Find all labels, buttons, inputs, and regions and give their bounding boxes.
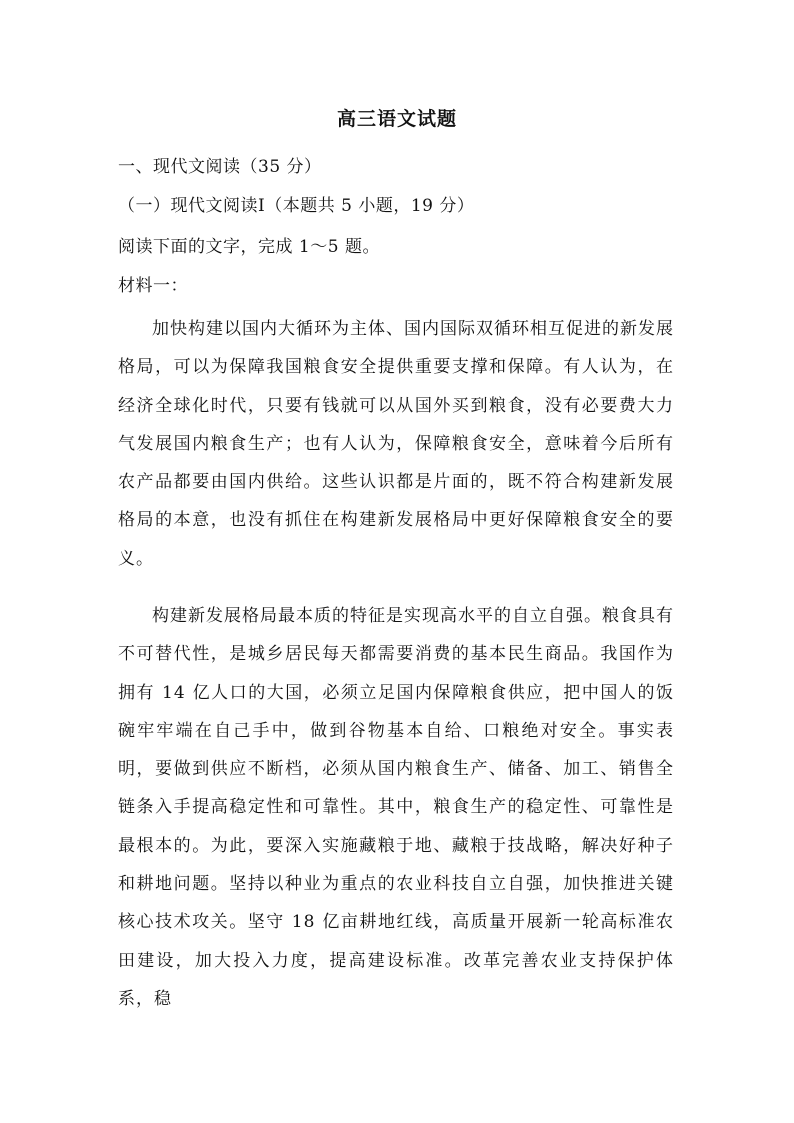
material-label: 材料一： (118, 276, 188, 296)
paragraph-2: 构建新发展格局最本质的特征是实现高水平的自立自强。粮食具有不可替代性，是城乡居民每天都需要消费的基本民生商品。我国作为拥有 14 亿人口的大国，必须立足国内保障粮食供应，把中国人的饭碗牢牢端在自己手中，做到谷物基本自给、口粮绝对安全。事实表明，要做到供应不断档，必须从国内粮食生产、储备、加工、销售全链条入手提高稳定性和可靠性。其中，粮食生产的稳定性、可靠性是最根本的。为此，要深入实施藏粮于地、藏粮于技战略，解决好种子和耕地问题。坚持以种业为重点的农业科技自立自强，加快推进关键核心技术攻关。坚守 18 亿亩耕地红线，高质量开展新一轮高标准农田建设，加大投入力度，提高建设标准。改革完善农业支持保护体系，稳 (118, 606, 674, 1009)
subsection-heading: （一）现代文阅读Ⅰ（本题共 5 小题，19 分） (118, 196, 475, 216)
page-title: 高三语文试题 (336, 108, 457, 130)
section-heading: 一、现代文阅读（35 分） (118, 157, 322, 177)
instruction-text: 阅读下面的文字，完成 1～5 题。 (118, 237, 380, 257)
paragraph-1: 加快构建以国内大循环为主体、国内国际双循环相互促进的新发展格局，可以为保障我国粮食安全提供重要支撑和保障。有人认为，在经济全球化时代，只要有钱就可以从国外买到粮食，没有必要费大力气发展国内粮食生产；也有人认为，保障粮食安全，意味着今后所有农产品都要由国内供给。这些认识都是片面的，既不符合构建新发展格局的本意，也没有抓住在构建新发展格局中更好保障粮食安全的要义。 (118, 319, 674, 569)
